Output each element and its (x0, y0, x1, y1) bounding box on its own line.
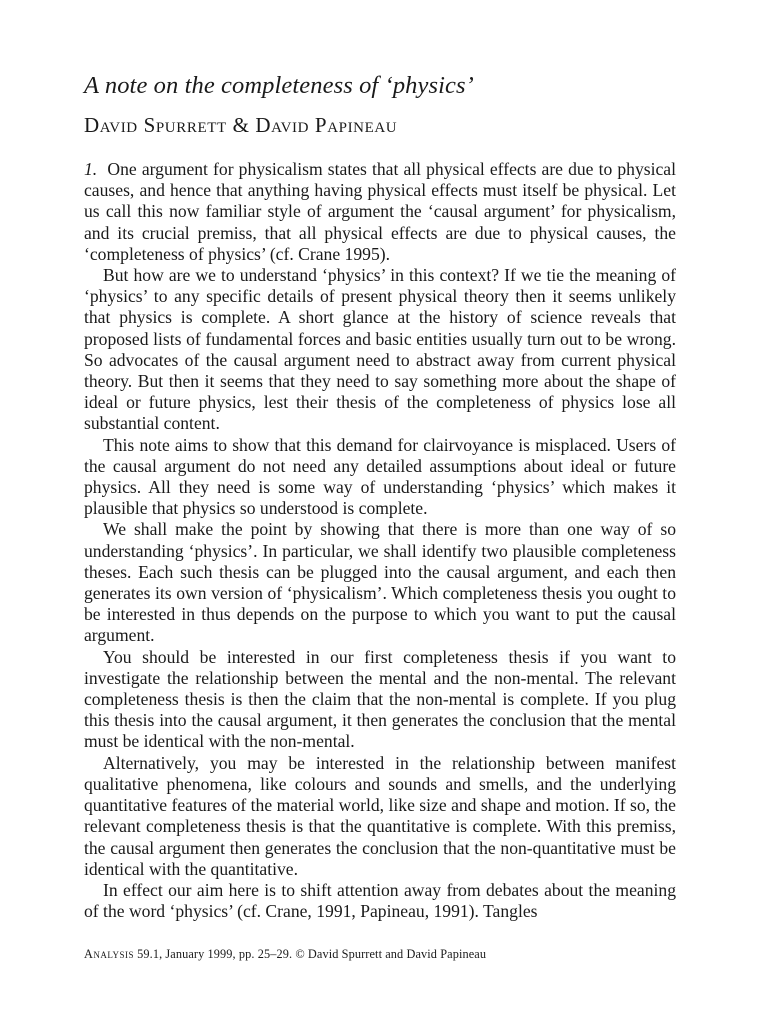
paragraph-3: This note aims to show that this demand for clairvoyance is misplaced. Users of the causal argument do not need any detailed assumptions about ideal or future physics. All they need is some way of understanding ‘physics’ which makes it plausible that physics so understood is complete. (84, 434, 676, 519)
paragraph-7: In effect our aim here is to shift attention away from debates about the meaning of the word ‘physics’ (cf. Crane, 1991, Papineau, 1991). Tangles (84, 879, 676, 922)
paragraph-2: But how are we to understand ‘physics’ in this context? If we tie the meaning of ‘physics’ to any specific details of present physical theory then it seems unlikely that physics is complete. A short glance at the history of science reveals that proposed lists of fundamental forces and basic entities usually turn out to be wrong. So advocates of the causal argument need to abstract away from current physical theory. But then it seems that they need to say something more about the shape of ideal or future physics, lest their thesis of the completeness of physics lose all substantial content. (84, 265, 676, 434)
paragraph-1 (84, 159, 676, 265)
paper-authors: David Spurrett & David Papineau (84, 113, 398, 137)
citation: 59.1, January 1999, pp. 25–29. © David Spurrett and David Papineau (133, 947, 487, 961)
paragraph-4: We shall make the point by showing that there is more than one way of so understanding ‘physics’. In particular, we shall identify two plausible completeness theses. Each such thesis can be plugged into the causal argument, and each then generates its own version of ‘physicalism’. Which completeness thesis you ought to be interested in thus depends on the purpose to which you want to put the causal argument. (84, 519, 676, 646)
paragraph-5: You should be interested in our first completeness thesis if you want to investigate the relationship between the mental and the non-mental. The relevant completeness thesis is then the claim that the non-mental is complete. If you plug this thesis into the causal argument, it then generates the conclusion that the mental must be identical with the non-mental. (84, 646, 676, 752)
page-footer (84, 947, 486, 962)
paragraph-1-text: One argument for physicalism states that all physical effects are due to physical causes, and hence that anything having physical effects must itself be physical. Let us call this now familiar style of argument the ‘causal argument’ for physicalism, and its crucial premiss, that all physical effects are due to physical causes, the ‘completeness of physics’ (cf. Crane 1995). (84, 159, 677, 264)
paper-body (84, 159, 676, 922)
paragraph-6: Alternatively, you may be interested in the relationship between manifest qualitative phenomena, like colours and sounds and smells, and the underlying quantitative features of the material world, like size and shape and motion. If so, the relevant completeness thesis is that the quantitative is complete. With this premiss, the causal argument then generates the conclusion that the non-quantitative must be identical with the quantitative. (84, 752, 676, 879)
journal-name: Analysis (84, 947, 134, 961)
section-number: 1. (84, 159, 98, 179)
paper-title: A note on the completeness of ‘physics’ (84, 72, 474, 99)
